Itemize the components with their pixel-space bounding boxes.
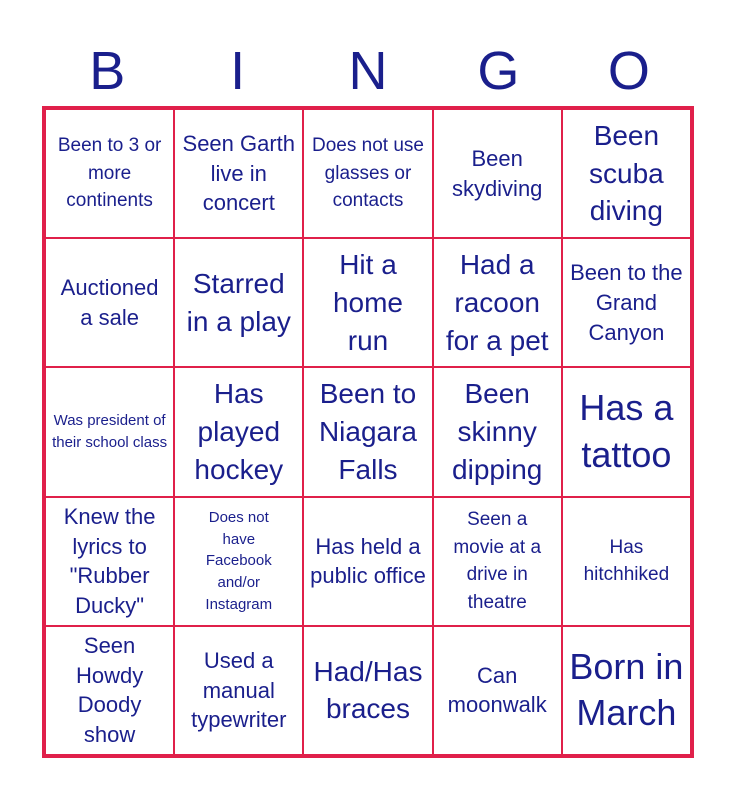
cell-text: Has hitchhiked [583, 536, 670, 586]
header-letter-b: B [89, 41, 126, 101]
bingo-cell-14[interactable] [433, 367, 562, 496]
bingo-cell-19[interactable] [433, 497, 562, 626]
bingo-cell-17[interactable] [174, 497, 303, 626]
bingo-cell-21[interactable] [45, 626, 174, 755]
cell-text: Been to 3 or more continents [57, 135, 162, 212]
bingo-cell-2[interactable] [174, 109, 303, 238]
bingo-cell-23[interactable] [303, 626, 432, 755]
bingo-cell-7[interactable] [174, 238, 303, 367]
cell-text: Been skydiving [451, 145, 543, 201]
bingo-cell-16[interactable] [45, 497, 174, 626]
cell-text: Been scuba diving [589, 119, 664, 227]
cell-text: Hit a home run [332, 249, 403, 356]
cell-text: Had/Has braces [313, 655, 423, 725]
bingo-cell-4[interactable] [433, 109, 562, 238]
cell-text: Knew the lyrics to "Rubber Ducky" [63, 503, 156, 618]
bingo-cell-12[interactable] [174, 367, 303, 496]
cell-text: Had a racoon for a pet [445, 249, 549, 356]
bingo-cell-1[interactable] [45, 109, 174, 238]
bingo-cell-22[interactable] [174, 626, 303, 755]
bingo-cell-24[interactable] [433, 626, 562, 755]
bingo-cell-20[interactable] [562, 497, 691, 626]
cell-text: Has held a public office [310, 533, 426, 589]
bingo-cell-9[interactable] [433, 238, 562, 367]
cell-text: Been skinny dipping [452, 378, 543, 485]
cell-text: Seen Garth live in concert [182, 131, 296, 216]
bingo-cell-25[interactable] [562, 626, 691, 755]
bingo-cell-8[interactable] [303, 238, 432, 367]
cell-text: Used a manual typewriter [191, 647, 287, 733]
cell-text: Can moonwalk [447, 662, 547, 718]
bingo-header [42, 38, 694, 104]
bingo-cell-6[interactable] [45, 238, 174, 367]
cell-text: Seen Howdy Doody show [75, 633, 144, 748]
bingo-cell-18[interactable] [303, 497, 432, 626]
bingo-cell-10[interactable] [562, 238, 691, 367]
cell-text: Seen a movie at a drive in theatre [453, 509, 542, 613]
bingo-cell-5[interactable] [562, 109, 691, 238]
header-letter-n: N [348, 41, 388, 101]
cell-text: Starred in a play [186, 267, 291, 337]
header-letter-i: I [230, 41, 246, 101]
cell-text: Been to Niagara Falls [318, 378, 418, 485]
cell-text: Been to the Grand Canyon [570, 260, 683, 345]
bingo-cell-11[interactable] [45, 367, 174, 496]
cell-text: Does not have Facebook and/or Instagram [205, 508, 273, 613]
cell-text: Was president of their school class [52, 412, 168, 451]
cell-text: Auctioned a sale [60, 275, 159, 330]
cell-text: Born in March [569, 645, 684, 734]
cell-text: Does not use glasses or contacts [312, 135, 424, 212]
header-letter-o: O [607, 41, 650, 101]
cell-text: Has a tattoo [579, 387, 674, 475]
header-letter-g: G [477, 41, 520, 101]
bingo-cell-15[interactable] [562, 367, 691, 496]
cell-text: Has played hockey [194, 378, 284, 485]
bingo-cell-3[interactable] [303, 109, 432, 238]
bingo-cell-13[interactable] [303, 367, 432, 496]
bingo-board [42, 106, 694, 758]
